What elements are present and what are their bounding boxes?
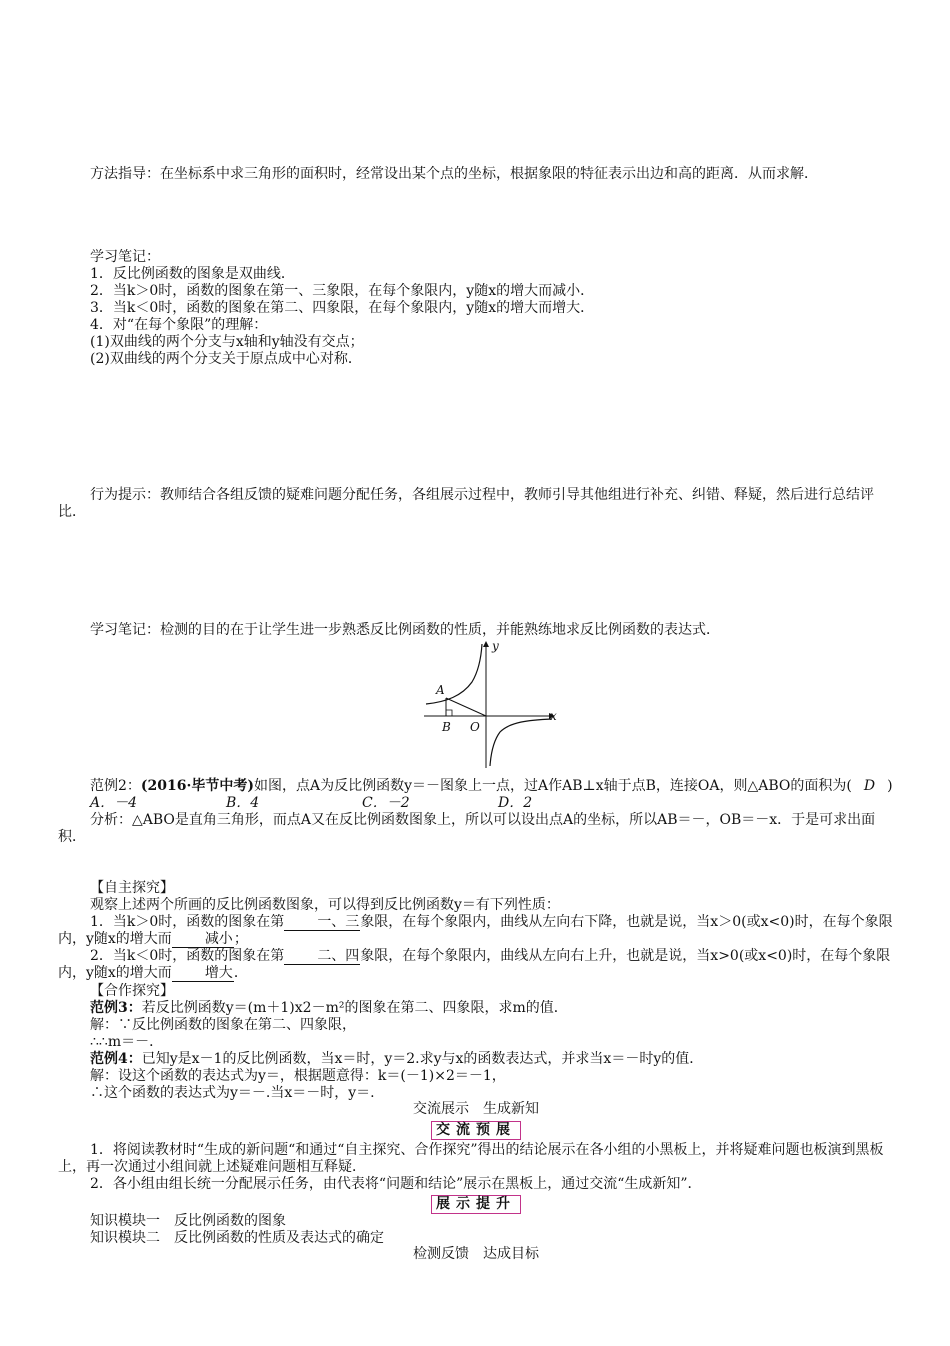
self-explore-heading: 【自主探究】 [90,880,174,896]
property-1-text-c: ； [233,931,248,947]
property-2-text-c: ． [233,965,248,981]
blank-quadrants-1: 一、三 [284,915,360,931]
example-2-close: ) [887,778,893,794]
method-guide-text: 方法指导：在坐标系中求三角形的面积时，经常设出某个点的坐标，根据象限的特征表示出边和高的距离．从而求解． [90,166,818,182]
exchange-item: 1．将阅读教材时“生成的新问题“和通过“自主探究、合作探究”得出的结论展示在各小组的小黑板上，并将疑难问题也板演到黑板上，再一次通过小组间就上述疑难问题相互释疑． [58,1142,884,1175]
property-1-text-b: 象限，在每个象限内，曲线从左向右下降，也就是说，当x＞0(或x<0)时，在每个象限内，y随x的增大而 [58,914,893,947]
self-explore [58,880,894,982]
section-title-check [58,1246,894,1263]
option-c: C．－2 [362,795,410,811]
section-title-exchange-text: 交流展示 生成新知 [413,1101,539,1117]
self-explore-intro: 观察上述两个所画的反比例函数图象，可以得到反比例函数y＝有下列性质： [90,897,560,913]
example-2-text: 如图，点A为反比例函数y＝－图象上一点，过A作AB⊥x轴于点B，连接OA，则△ABO的面积为( [254,778,852,794]
example-2-analysis: 分析：△ABO是直角三角形，而点A又在反比例函数图象上，所以可以设出点A的坐标，所以AB＝－，OB＝－x．于是可求出面积． [58,812,876,845]
example-4-solution-1: 解：设这个函数的表达式为y＝，根据题意得：k＝(－1)×2＝－1， [90,1068,506,1084]
example-3-prefix: 范例3： [90,1000,142,1016]
study-note-line: (1)双曲线的两个分支与x轴和y轴没有交点； [90,334,364,350]
example-4-prefix: 范例4： [90,1051,142,1067]
section-title-exchange [58,1101,894,1118]
example-2 [58,778,894,846]
module-2: 知识模块二 反比例函数的性质及表达式的确定 [90,1230,384,1246]
hyperbola-branch-upper-left [426,644,482,704]
blank-quadrants-2: 二、四 [284,949,360,965]
blank-trend-2: 增大 [172,966,234,982]
label-x: x [550,709,557,723]
right-angle-mark [446,710,452,716]
example-3-solution-2: ∴∴m＝－． [90,1034,164,1050]
badge-show: 展示提升 [431,1195,521,1214]
coop-explore [58,983,894,1102]
option-b: B．4 [226,795,260,811]
behavior-tip [58,487,894,521]
example-2-question [58,778,894,795]
example-3-text: 若反比例函数y＝(m＋1)x2－m²的图象在第二、四象限，求m的值． [141,1000,568,1016]
example-3 [58,1000,894,1017]
coop-explore-heading: 【合作探究】 [90,983,174,999]
study-note-line: (2)双曲线的两个分支关于原点成中心对称． [90,351,362,367]
hyperbola-figure [418,636,562,772]
study-note-line: 1．反比例函数的图象是双曲线． [90,266,295,282]
option-a: A．－4 [90,795,138,811]
blank-trend-1: 减小 [172,932,234,948]
module-1: 知识模块一 反比例函数的图象 [90,1213,286,1229]
study-notes-2-text: 学习笔记：检测的目的在于让学生进一步熟悉反比例函数的性质，并能熟练地求反比例函数的表达式． [90,622,720,638]
label-o: O [470,720,480,734]
example-4 [58,1051,894,1068]
option-d: D．2 [498,795,533,811]
study-note-line: 2．当k＞0时，函数的图象在第一、三象限，在每个象限内，y随x的增大而减小． [90,283,595,299]
section-title-check-text: 检测反馈 达成目标 [413,1246,539,1262]
property-2-text-a: 2．当k＜0时，函数的图象在第 [90,948,285,964]
exchange-item: 2．各小组由组长统一分配展示任务，由代表将“问题和结论”展示在黑板上，通过交流“生成新知”． [90,1176,702,1192]
hyperbola-branch-lower-right [490,719,552,766]
label-y: y [492,639,499,653]
study-note-line: 4．对“在每个象限”的理解： [90,317,268,333]
example-2-prefix: 范例2： [90,778,141,794]
property-1-text-a: 1．当k＞0时，函数的图象在第 [90,914,285,930]
exchange-list [58,1142,894,1193]
property-2-text-b: 象限，在每个象限内，曲线从左向右上升，也就是说，当x>0(或x<0)时，在每个象限内，y随x的增大而 [58,948,891,981]
study-notes-title: 学习笔记： [90,249,160,265]
property-2 [58,948,894,982]
example-3-solution-1: 解：∵反比例函数的图象在第二、四象限， [90,1017,356,1033]
study-note-line: 3．当k＜0时，函数的图象在第二、四象限，在每个象限内，y随x的增大而增大． [90,300,595,316]
behavior-tip-text: 行为提示：教师结合各组反馈的疑难问题分配任务，各组展示过程中，教师引导其他组进行补充、纠错、释疑，然后进行总结评比． [58,487,874,520]
label-b: B [442,720,451,734]
badge-show-wrapper [58,1195,894,1214]
badge-exchange-wrapper [58,1121,894,1140]
example-2-source: (2016·毕节中考) [140,778,255,794]
property-1 [58,914,894,948]
example-2-options [58,795,894,812]
study-notes [58,249,894,368]
example-2-answer: D [863,778,876,794]
example-4-text: 已知y是x－1的反比例函数，当x＝时，y＝2.求y与x的函数表达式，并求当x＝－时y的值． [141,1051,704,1067]
example-4-solution-2: ∴这个函数的表达式为y＝－.当x＝－时，y＝. [90,1085,375,1101]
knowledge-modules [58,1213,894,1247]
method-guide [58,166,894,183]
label-a: A [436,683,445,697]
badge-exchange: 交流预展 [431,1121,521,1140]
